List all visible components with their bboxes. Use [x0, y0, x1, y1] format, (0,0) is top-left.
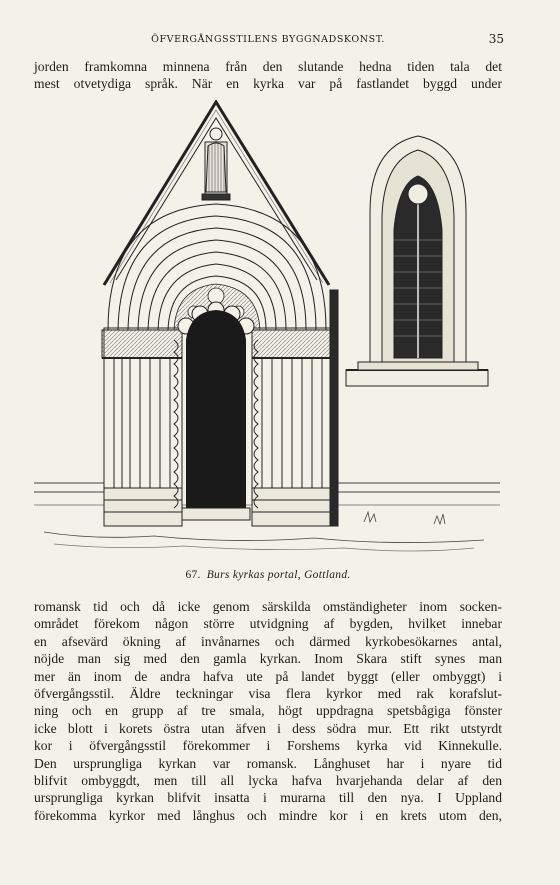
doorway	[186, 310, 246, 508]
figure-caption-text: Burs kyrkas portal, Gottland.	[206, 569, 351, 581]
text-line: romansk tid och då icke genom särskilda omständigheter inom socken-	[34, 599, 502, 614]
text-line: öfvergångsstil. Äldre teckningar visa flera kyrkor med rak korafslut-	[34, 686, 502, 702]
text-line: Den ursprungliga kyrkan var romansk. Långhuset har i nyare tid	[34, 755, 502, 771]
page-number: 35	[488, 32, 504, 46]
text-line: förekomma kyrkor med långhus och mindre kor i en krets utom den,	[34, 807, 502, 823]
text-line: kor i öfvergångsstil förekommer i Forshems kyrka vid Kinnekulle.	[34, 738, 502, 754]
text-line: jorden framkomna minnena från den slutande hedna tiden tala det	[34, 59, 502, 74]
gothic-window	[346, 136, 488, 386]
text-line: mest otvetydiga språk. När en kyrka var på fastlandet byggd under	[34, 76, 502, 92]
text-line: nöjde man sig med den gamla kyrkan. Inom Skara stift synes man	[34, 651, 502, 667]
pier-left	[102, 328, 182, 526]
text-line: ursprungliga kyrkan blifvit insatta i murarna till den nya. I Uppland	[34, 790, 502, 806]
text-line: området förekom någon större utvidgning af bygden, hvilket innebar	[34, 616, 502, 632]
text-line: mer än inom de andra hafva ute på landet byggt (eller ombyggt) i	[34, 668, 502, 684]
body-text-bottom	[34, 598, 502, 824]
text-line: ning och en grupp af tre smala, högt uppdragna spetsbågiga fönster	[34, 703, 502, 719]
text-line: blifvit ombyggdt, men till all lycka hafva hvarjehanda delar af den	[34, 773, 502, 789]
portal-illustration	[34, 100, 502, 562]
statue-figure	[202, 128, 230, 200]
figure-caption	[34, 569, 502, 581]
pier-right	[252, 290, 338, 526]
text-line: en afsevärd ökning af invånarnes och därmed kyrkobesökarnes antal,	[34, 633, 502, 649]
running-title: ÖFVERGÅNGSSTILENS BYGGNADSKONST.	[151, 34, 385, 45]
body-text-top	[34, 58, 502, 93]
figure-number: 67.	[185, 569, 201, 581]
text-line: icke blott i korets östra utan äfven i dess södra mur. Ett rikt utstyrdt	[34, 720, 502, 736]
